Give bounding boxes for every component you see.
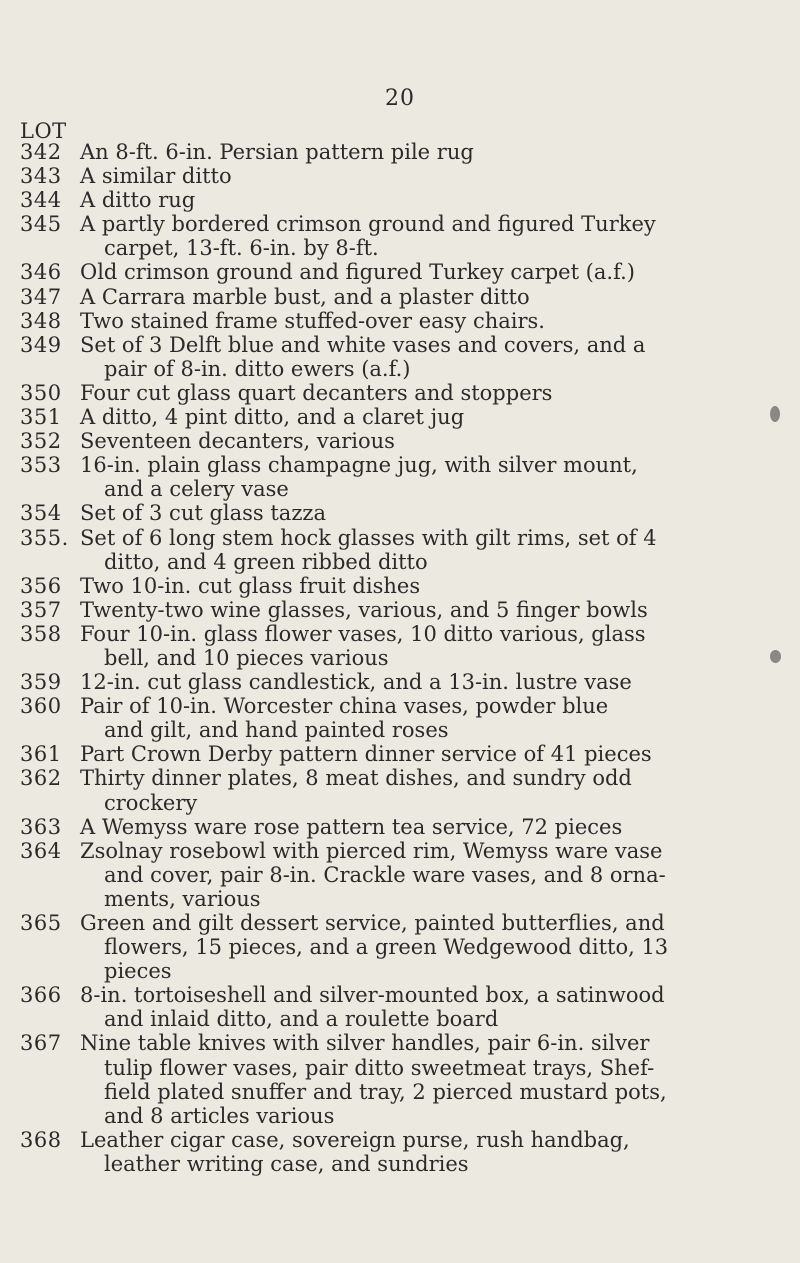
lot-description-line: A Wemyss ware rose pattern tea service, 72 pieces xyxy=(80,814,623,839)
lot-description-line: ditto, and 4 green ribbed ditto xyxy=(104,549,428,574)
lot-number: 355. xyxy=(20,525,69,550)
lot-description xyxy=(70,381,780,405)
page-number: 20 xyxy=(385,86,415,111)
lot-entry xyxy=(0,839,780,911)
lot-description-line: and 8 articles various xyxy=(104,1103,335,1128)
lot-entry xyxy=(0,815,780,839)
lot-description xyxy=(70,501,780,525)
lot-description xyxy=(70,694,780,742)
lot-entry xyxy=(0,911,780,983)
lot-description xyxy=(70,839,780,911)
lot-description-line: Set of 3 cut glass tazza xyxy=(80,501,326,526)
lot-number: 349 xyxy=(20,332,62,357)
lot-description-line: Green and gilt dessert service, painted butterflies, and xyxy=(80,911,665,935)
lot-description xyxy=(70,140,780,164)
lot-entry xyxy=(0,309,780,333)
lot-description-line: and a celery vase xyxy=(104,477,289,502)
lot-description-line: and cover, pair 8-in. Crackle ware vases, and 8 orna- xyxy=(104,862,666,887)
lot-entry xyxy=(0,285,780,309)
lot-description xyxy=(70,742,780,766)
lot-description xyxy=(70,815,780,839)
lot-description-line: field plated snuffer and tray, 2 pierced mustard pots, xyxy=(104,1079,667,1104)
lot-entry xyxy=(0,188,780,212)
lot-description xyxy=(70,405,780,429)
lot-entry xyxy=(0,742,780,766)
lot-description xyxy=(70,309,780,333)
lot-entry xyxy=(0,694,780,742)
lot-entry xyxy=(0,598,780,622)
lot-number: 352 xyxy=(20,429,62,454)
lot-description-line: bell, and 10 pieces various xyxy=(104,645,389,670)
lot-number: 359 xyxy=(20,670,62,695)
lot-description-line: flowers, 15 pieces, and a green Wedgewood ditto, 13 xyxy=(104,935,669,960)
lot-number: 344 xyxy=(20,188,62,213)
lot-description xyxy=(70,526,780,574)
lot-description xyxy=(70,766,780,814)
lot-entry xyxy=(0,333,780,381)
lot-number: 353 xyxy=(20,453,62,478)
lot-number: 345 xyxy=(20,212,62,237)
lot-description-line: A partly bordered crimson ground and figured Turkey xyxy=(80,212,656,237)
lot-description-line: An 8-ft. 6-in. Persian pattern pile rug xyxy=(80,140,474,164)
lot-description xyxy=(70,670,780,694)
lot-description xyxy=(70,983,780,1031)
lot-entry xyxy=(0,212,780,260)
lot-number: 361 xyxy=(20,742,62,767)
lot-description-line: Four cut glass quart decanters and stoppers xyxy=(80,380,553,405)
lot-description-line: Twenty-two wine glasses, various, and 5 finger bowls xyxy=(80,597,648,622)
lot-description xyxy=(70,333,780,381)
lot-number: 348 xyxy=(20,308,62,333)
lot-number: 343 xyxy=(20,164,62,189)
lot-description-line: Leather cigar case, sovereign purse, rush handbag, xyxy=(80,1127,630,1152)
lot-description-line: A similar ditto xyxy=(80,164,232,189)
lot-description-line: A ditto rug xyxy=(80,188,196,213)
lot-number: 346 xyxy=(20,260,62,285)
lot-description-line: Four 10-in. glass flower vases, 10 ditto various, glass xyxy=(80,621,646,646)
lot-description-line: A ditto, 4 pint ditto, and a claret jug xyxy=(80,405,465,430)
lot-number: 347 xyxy=(20,284,62,309)
lot-description-line: Seventeen decanters, various xyxy=(80,429,395,454)
lot-description xyxy=(70,453,780,501)
lot-description xyxy=(70,598,780,622)
lot-number: 367 xyxy=(20,1031,62,1056)
lot-description xyxy=(70,164,780,188)
lot-description-line: Zsolnay rosebowl with pierced rim, Wemyss ware vase xyxy=(80,838,663,863)
lot-description-line: ments, various xyxy=(104,886,261,911)
lot-description xyxy=(70,429,780,453)
lot-number: 357 xyxy=(20,597,62,622)
lot-number: 356 xyxy=(20,573,62,598)
lot-description-line: Two stained frame stuffed-over easy chairs. xyxy=(80,308,545,333)
lot-description-line: pair of 8-in. ditto ewers (a.f.) xyxy=(104,356,411,381)
lot-description-line: Two 10-in. cut glass fruit dishes xyxy=(80,573,421,598)
lot-description-line: and inlaid ditto, and a roulette board xyxy=(104,1007,499,1032)
lot-description xyxy=(70,622,780,670)
lot-description xyxy=(70,285,780,309)
lot-entry xyxy=(0,429,780,453)
lot-description-line: 8-in. tortoiseshell and silver-mounted box, a satinwood xyxy=(80,983,665,1008)
ink-blot-mark xyxy=(770,406,780,422)
lot-description xyxy=(70,911,780,983)
lot-description-line: Part Crown Derby pattern dinner service of 41 pieces xyxy=(80,742,652,767)
lot-entry xyxy=(0,260,780,284)
lot-entry xyxy=(0,140,780,164)
lot-number: 364 xyxy=(20,838,62,863)
lot-description-line: Thirty dinner plates, 8 meat dishes, and sundry odd xyxy=(80,766,632,791)
lot-entry xyxy=(0,983,780,1031)
lot-number: 368 xyxy=(20,1127,62,1152)
lot-description xyxy=(70,188,780,212)
lot-description-line: 16-in. plain glass champagne jug, with silver mount, xyxy=(80,453,638,478)
lot-description-line: Set of 3 Delft blue and white vases and covers, and a xyxy=(80,332,646,357)
lot-entry xyxy=(0,670,780,694)
lot-number: 366 xyxy=(20,983,62,1008)
lot-entry xyxy=(0,1031,780,1127)
lot-entry xyxy=(0,574,780,598)
lot-description-line: Old crimson ground and figured Turkey carpet (a.f.) xyxy=(80,260,635,285)
lot-entry xyxy=(0,1128,780,1176)
lot-number: 365 xyxy=(20,911,62,935)
lot-description-line: Nine table knives with silver handles, pair 6-in. silver xyxy=(80,1031,650,1056)
lot-entry xyxy=(0,622,780,670)
lot-entry xyxy=(0,381,780,405)
lot-number: 360 xyxy=(20,694,62,719)
lot-description-line: and gilt, and hand painted roses xyxy=(104,718,449,743)
lot-list xyxy=(0,140,780,1176)
lot-description xyxy=(70,1128,780,1176)
lot-entry xyxy=(0,501,780,525)
lot-description-line: Pair of 10-in. Worcester china vases, powder blue xyxy=(80,694,609,719)
lot-entry xyxy=(0,766,780,814)
lot-entry xyxy=(0,405,780,429)
lot-number: 354 xyxy=(20,501,62,526)
lot-description xyxy=(70,1031,780,1127)
lot-description-line: Set of 6 long stem hock glasses with gilt rims, set of 4 xyxy=(80,525,657,550)
lot-number: 362 xyxy=(20,766,62,791)
lot-description-line: tulip flower vases, pair ditto sweetmeat trays, Shef- xyxy=(104,1055,655,1080)
ink-blot-mark xyxy=(770,650,781,663)
lot-entry xyxy=(0,164,780,188)
lot-number: 358 xyxy=(20,621,62,646)
lot-number: 363 xyxy=(20,814,62,839)
lot-description xyxy=(70,212,780,260)
lot-description xyxy=(70,260,780,284)
lot-description-line: A Carrara marble bust, and a plaster ditto xyxy=(80,284,530,309)
lot-entry xyxy=(0,526,780,574)
lot-number: 342 xyxy=(20,140,62,164)
lot-description-line: 12-in. cut glass candlestick, and a 13-in. lustre vase xyxy=(80,670,632,695)
lot-description-line: leather writing case, and sundries xyxy=(104,1151,469,1176)
lot-description xyxy=(70,574,780,598)
lot-column-header: LOT xyxy=(20,119,67,143)
lot-number: 350 xyxy=(20,380,62,405)
lot-number: 351 xyxy=(20,405,62,430)
lot-description-line: pieces xyxy=(104,959,172,984)
lot-description-line: carpet, 13-ft. 6-in. by 8-ft. xyxy=(104,236,379,261)
lot-description-line: crockery xyxy=(104,790,198,815)
lot-entry xyxy=(0,453,780,501)
